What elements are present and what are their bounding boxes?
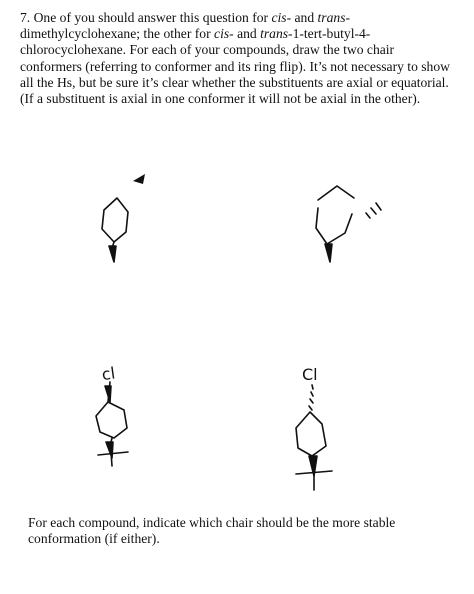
question-text-part-2: - and [286, 10, 318, 25]
question-text-part-3: -dimethylcyclohexane; the other for [20, 10, 351, 42]
structure-top-right [316, 186, 381, 262]
trans-word-2: trans [260, 26, 289, 42]
structure-top-left [102, 198, 128, 262]
question-number: 7. [20, 10, 31, 25]
question-text-part-1: One of you should answer this question for [30, 10, 272, 25]
structure-bottom-left [96, 382, 128, 466]
cis-word-1: cis [271, 10, 287, 25]
wedge-mark [133, 174, 145, 184]
structure-bottom-right [296, 385, 332, 490]
cl-label-right: Cl [302, 365, 318, 384]
cis-word-2: cis [214, 26, 230, 42]
question-text-part-4: - and [229, 26, 261, 42]
footer-text: For each compound, indicate which chair should be the more stable conformation (if either). [28, 515, 396, 547]
question-text-part-5: -1-tert-butyl-4-chlorocyclohexane. For each of your compounds, draw the two chair conformers (referring to conformer and its ring flip). It’s not necessary to show all the Hs, but be sure it’s clear whether the substituents are axial or equatorial. (If a substituent is axial in one conformer it will not be axial in the other). [20, 26, 450, 107]
trans-word-1: trans [317, 10, 346, 25]
cl-label-left: cl [100, 363, 117, 385]
